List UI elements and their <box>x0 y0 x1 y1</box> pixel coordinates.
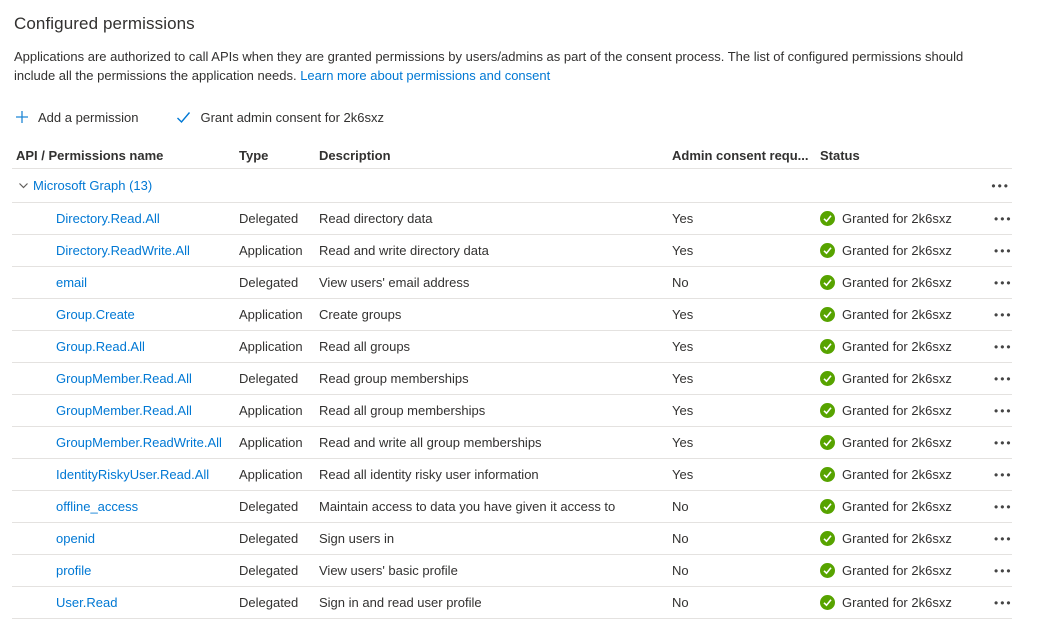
table-row <box>12 523 1012 555</box>
command-bar <box>14 106 1057 128</box>
status-text: Granted for 2k6sxz <box>842 467 952 482</box>
green-check-circle-icon <box>820 467 835 482</box>
admin-consent-value: Yes <box>672 307 694 322</box>
permission-name-link[interactable]: GroupMember.Read.All <box>56 371 192 386</box>
status-cell <box>816 275 988 290</box>
green-check-circle-icon <box>820 211 835 226</box>
permission-name-link[interactable]: User.Read <box>56 595 118 610</box>
column-header-admin-consent: Admin consent requ... <box>672 147 809 163</box>
permission-name-link[interactable]: GroupMember.ReadWrite.All <box>56 435 222 450</box>
add-permission-button[interactable] <box>14 110 138 125</box>
permission-type: Delegated <box>239 371 299 386</box>
row-more-options-button[interactable]: ••• <box>994 276 1013 290</box>
status-cell <box>816 467 988 482</box>
table-row <box>12 459 1012 491</box>
permission-type: Application <box>239 307 303 322</box>
permission-name-link[interactable]: Directory.ReadWrite.All <box>56 243 190 258</box>
row-more-options-button[interactable]: ••• <box>994 596 1013 610</box>
permission-name-link[interactable]: IdentityRiskyUser.Read.All <box>56 467 210 482</box>
status-cell <box>816 499 988 514</box>
status-text: Granted for 2k6sxz <box>842 531 952 546</box>
admin-consent-value: No <box>672 499 689 514</box>
admin-consent-value: Yes <box>672 467 694 482</box>
row-more-options-button[interactable]: ••• <box>994 372 1013 386</box>
permission-description: Read all group memberships <box>319 403 486 418</box>
permission-type: Delegated <box>239 211 299 226</box>
description-text: Applications are authorized to call APIs when they are granted permissions by users/admins as part of the consent process. The list of configured permissions should include all the permissions the application needs. <box>14 49 964 83</box>
admin-consent-value: Yes <box>672 403 694 418</box>
permission-description: View users' basic profile <box>319 563 458 578</box>
group-more-options-button[interactable]: ••• <box>991 178 1010 193</box>
admin-consent-value: No <box>672 531 689 546</box>
status-cell <box>816 563 988 578</box>
permission-description: Read and write all group memberships <box>319 435 542 450</box>
green-check-circle-icon <box>820 531 835 546</box>
row-more-options-button[interactable]: ••• <box>994 404 1013 418</box>
green-check-circle-icon <box>820 243 835 258</box>
api-group-link[interactable]: Microsoft Graph (13) <box>33 178 153 193</box>
page-description <box>14 47 1004 85</box>
table-row <box>12 555 1012 587</box>
permission-name-link[interactable]: Group.Read.All <box>56 339 145 354</box>
permission-name-link[interactable]: Directory.Read.All <box>56 211 160 226</box>
green-check-circle-icon <box>820 403 835 418</box>
status-cell <box>816 403 988 418</box>
permission-name-link[interactable]: offline_access <box>56 499 139 514</box>
learn-more-link[interactable]: Learn more about permissions and consent <box>300 68 551 83</box>
row-more-options-button[interactable]: ••• <box>994 500 1013 514</box>
green-check-circle-icon <box>820 307 835 322</box>
row-more-options-button[interactable]: ••• <box>994 532 1013 546</box>
status-text: Granted for 2k6sxz <box>842 595 952 610</box>
status-cell <box>816 435 988 450</box>
add-permission-label: Add a permission <box>38 109 139 125</box>
permission-name-link[interactable]: profile <box>56 563 92 578</box>
status-text: Granted for 2k6sxz <box>842 403 952 418</box>
permission-name-link[interactable]: GroupMember.Read.All <box>56 403 192 418</box>
permission-description: View users' email address <box>319 275 470 290</box>
permission-description: Sign in and read user profile <box>319 595 482 610</box>
grant-admin-consent-label: Grant admin consent for 2k6sxz <box>200 109 384 125</box>
table-row <box>12 235 1012 267</box>
permissions-table <box>12 142 1012 619</box>
row-more-options-button[interactable]: ••• <box>994 436 1013 450</box>
column-header-status: Status <box>820 147 860 163</box>
plus-icon <box>14 110 29 125</box>
permission-type: Delegated <box>239 595 299 610</box>
table-row <box>12 299 1012 331</box>
admin-consent-value: No <box>672 595 689 610</box>
admin-consent-value: Yes <box>672 243 694 258</box>
status-cell <box>816 243 988 258</box>
admin-consent-value: Yes <box>672 211 694 226</box>
table-row <box>12 427 1012 459</box>
permission-name-link[interactable]: openid <box>56 531 96 546</box>
admin-consent-value: No <box>672 563 689 578</box>
permission-name-link[interactable]: email <box>56 275 88 290</box>
admin-consent-value: No <box>672 275 689 290</box>
status-text: Granted for 2k6sxz <box>842 371 952 386</box>
table-row <box>12 267 1012 299</box>
row-more-options-button[interactable]: ••• <box>994 212 1013 226</box>
green-check-circle-icon <box>820 339 835 354</box>
api-group-row <box>12 169 1012 203</box>
row-more-options-button[interactable]: ••• <box>994 308 1013 322</box>
permission-description: Create groups <box>319 307 402 322</box>
permission-type: Delegated <box>239 499 299 514</box>
permission-type: Application <box>239 403 303 418</box>
permission-description: Maintain access to data you have given it access to <box>319 499 616 514</box>
permission-type: Application <box>239 243 303 258</box>
grant-admin-consent-button[interactable] <box>176 110 384 125</box>
page-title: Configured permissions <box>14 14 195 33</box>
row-more-options-button[interactable]: ••• <box>994 564 1013 578</box>
permission-description: Read and write directory data <box>319 243 489 258</box>
status-cell <box>816 531 988 546</box>
permission-type: Delegated <box>239 563 299 578</box>
green-check-circle-icon <box>820 435 835 450</box>
row-more-options-button[interactable]: ••• <box>994 468 1013 482</box>
status-text: Granted for 2k6sxz <box>842 339 952 354</box>
status-cell <box>816 371 988 386</box>
status-text: Granted for 2k6sxz <box>842 275 952 290</box>
permission-type: Application <box>239 435 303 450</box>
permission-type: Application <box>239 467 303 482</box>
status-text: Granted for 2k6sxz <box>842 499 952 514</box>
table-row <box>12 395 1012 427</box>
permission-description: Read all groups <box>319 339 411 354</box>
permission-type: Delegated <box>239 531 299 546</box>
green-check-circle-icon <box>820 499 835 514</box>
permission-type: Application <box>239 339 303 354</box>
status-cell <box>816 211 988 226</box>
status-text: Granted for 2k6sxz <box>842 243 952 258</box>
row-more-options-button[interactable]: ••• <box>994 244 1013 258</box>
admin-consent-value: Yes <box>672 339 694 354</box>
table-row <box>12 363 1012 395</box>
permission-description: Sign users in <box>319 531 395 546</box>
status-text: Granted for 2k6sxz <box>842 435 952 450</box>
green-check-circle-icon <box>820 595 835 610</box>
permission-description: Read directory data <box>319 211 433 226</box>
admin-consent-value: Yes <box>672 435 694 450</box>
status-text: Granted for 2k6sxz <box>842 211 952 226</box>
api-group-toggle[interactable] <box>18 178 152 193</box>
table-header-row <box>12 142 1012 169</box>
permission-name-link[interactable]: Group.Create <box>56 307 135 322</box>
status-text: Granted for 2k6sxz <box>842 307 952 322</box>
column-header-description: Description <box>319 147 391 163</box>
green-check-circle-icon <box>820 371 835 386</box>
column-header-type: Type <box>239 147 269 163</box>
green-check-circle-icon <box>820 275 835 290</box>
table-row <box>12 203 1012 235</box>
permission-description: Read all identity risky user information <box>319 467 539 482</box>
admin-consent-value: Yes <box>672 371 694 386</box>
status-cell <box>816 595 988 610</box>
status-cell <box>816 307 988 322</box>
table-body <box>12 203 1012 619</box>
row-more-options-button[interactable]: ••• <box>994 340 1013 354</box>
table-row <box>12 587 1012 619</box>
table-row <box>12 491 1012 523</box>
column-header-name: API / Permissions name <box>16 147 164 163</box>
permission-description: Read group memberships <box>319 371 469 386</box>
table-row <box>12 331 1012 363</box>
check-icon <box>176 110 191 125</box>
green-check-circle-icon <box>820 563 835 578</box>
chevron-down-icon <box>18 180 30 192</box>
permission-type: Delegated <box>239 275 299 290</box>
status-text: Granted for 2k6sxz <box>842 563 952 578</box>
status-cell <box>816 339 988 354</box>
